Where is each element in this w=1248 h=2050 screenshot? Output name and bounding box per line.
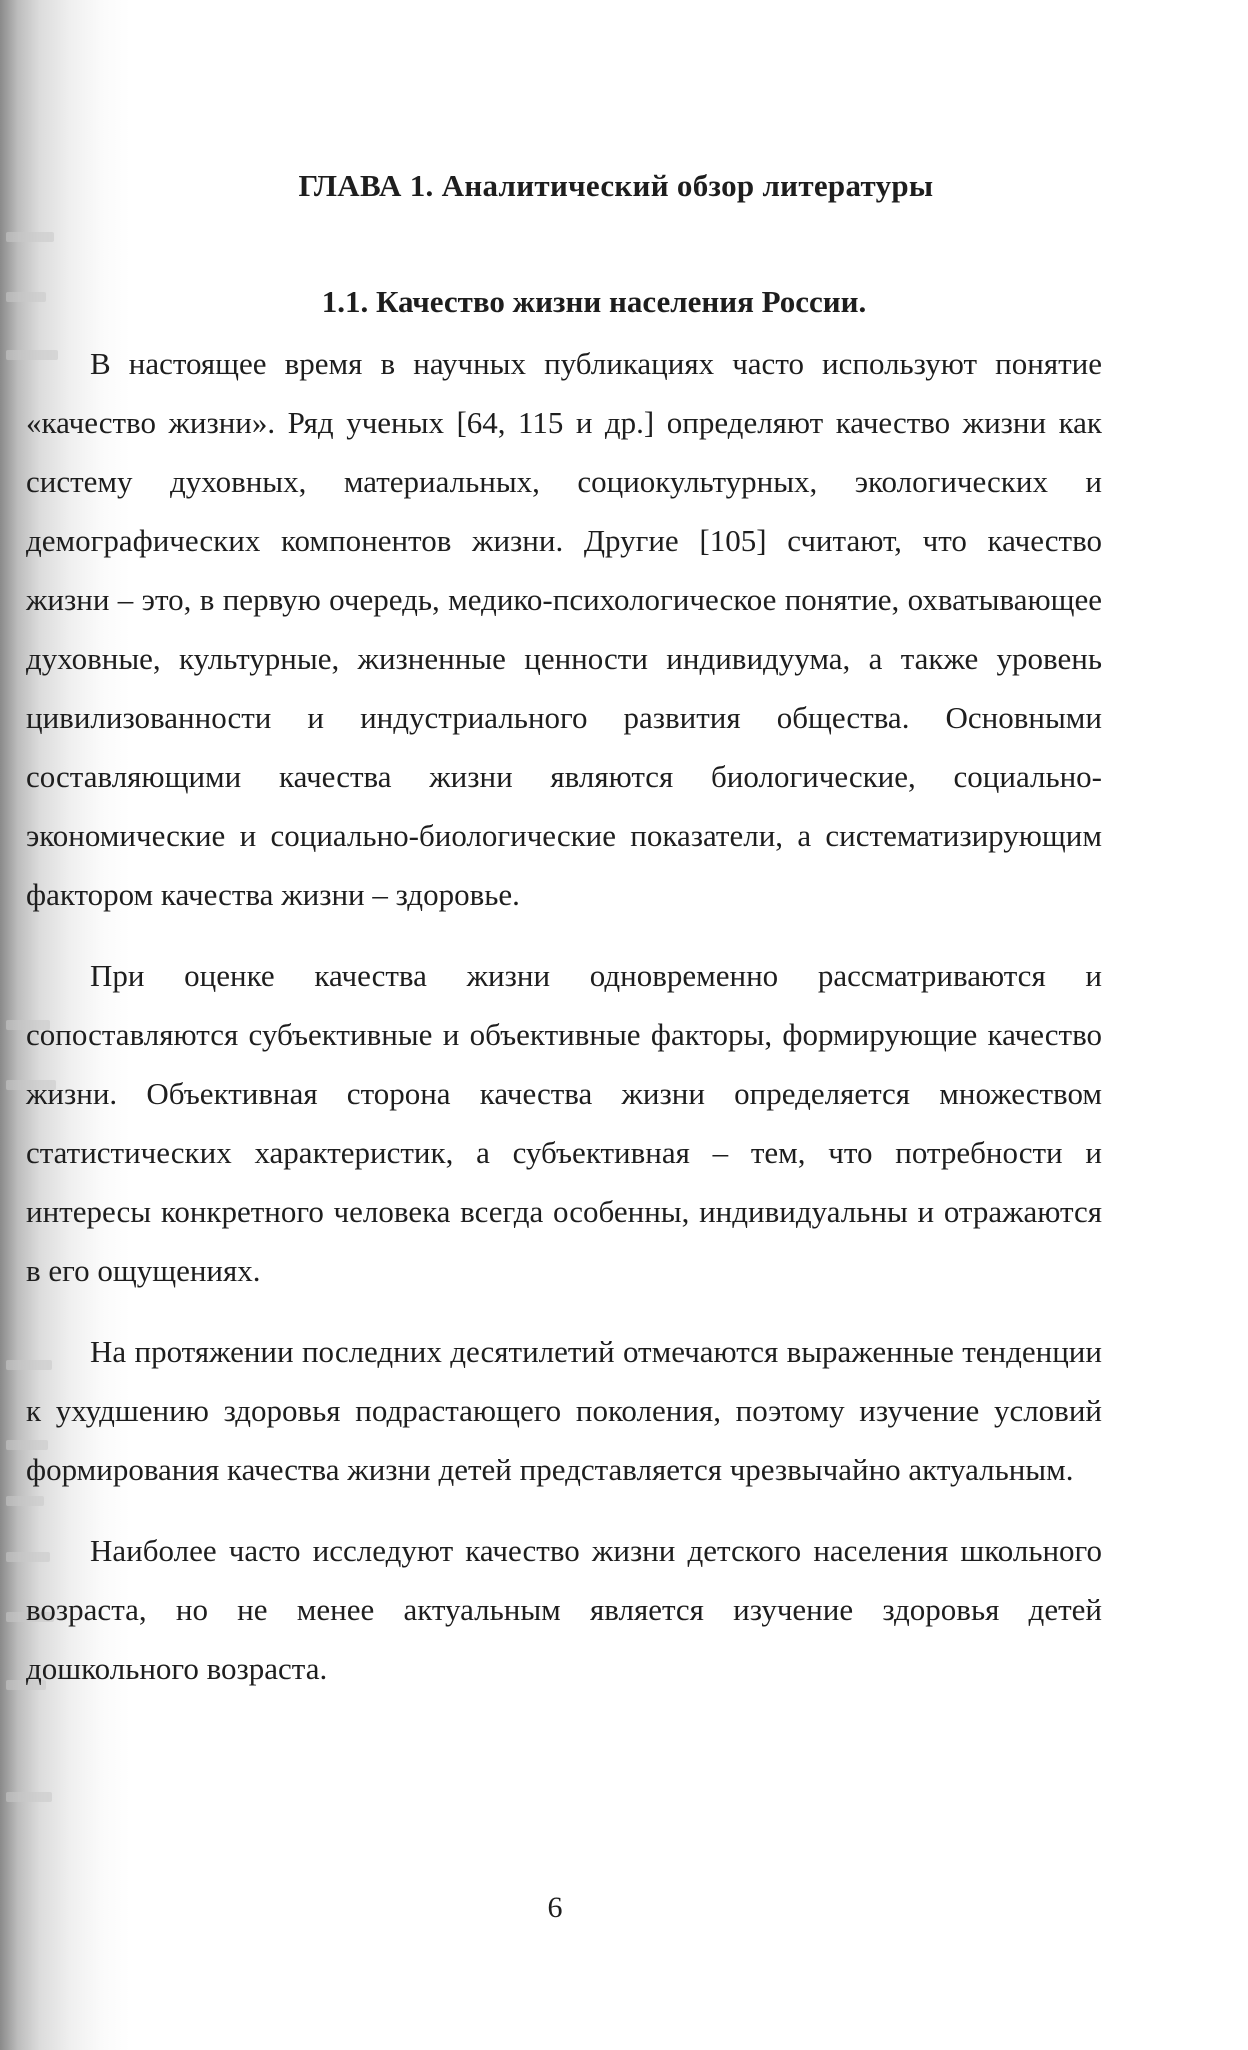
- paragraph-3: На протяжении последних десятилетий отмечаются выраженные тенденции к ухудшению здоровья подрастающего поколения, поэтому изучение условий формирования качества жизни детей представляется чрезвычайно актуальным.: [26, 1334, 1102, 1487]
- chapter-title-text: ГЛАВА 1. Аналитический обзор литературы: [298, 168, 934, 203]
- page-number: [0, 1891, 1248, 1925]
- paragraph-1: В настоящее время в научных публикациях часто используют понятие «качество жизни». Ряд ученых [64, 115 и др.] определяют качество жизни как систему духовных, материальных, социокультурных, экологических и демографических компонентов жизни. Другие [105] считают, что качество жизни – это, в первую очередь, медико-психологическое понятие, охватывающее духовные, культурные, жизненные ценности индивидуума, а также уровень цивилизованности и индустриального развития общества. Основными составляющими качества жизни являются биологические, социально-экономические и социально-биологические показатели, а систематизирующим фактором качества жизни – здоровье.: [26, 346, 1102, 912]
- paragraph-2: При оценке качества жизни одновременно рассматриваются и сопоставляются субъективные и объективные факторы, формирующие качество жизни. Объективная сторона качества жизни определяется множеством статистических характеристик, а субъективная – тем, что потребности и интересы конкретного человека всегда особенны, индивидуальны и отражаются в его ощущениях.: [26, 958, 1102, 1288]
- page-number-text: 6: [547, 1891, 563, 1924]
- chapter-title: [0, 168, 1248, 204]
- section-title: [0, 284, 1248, 320]
- section-title-text: 1.1. Качество жизни населения России.: [321, 284, 867, 319]
- body-text: [26, 334, 1102, 1698]
- paragraph-4: Наиболее часто исследуют качество жизни детского населения школьного возраста, но не менее актуальным является изучение здоровья детей дошкольного возраста.: [26, 1533, 1102, 1686]
